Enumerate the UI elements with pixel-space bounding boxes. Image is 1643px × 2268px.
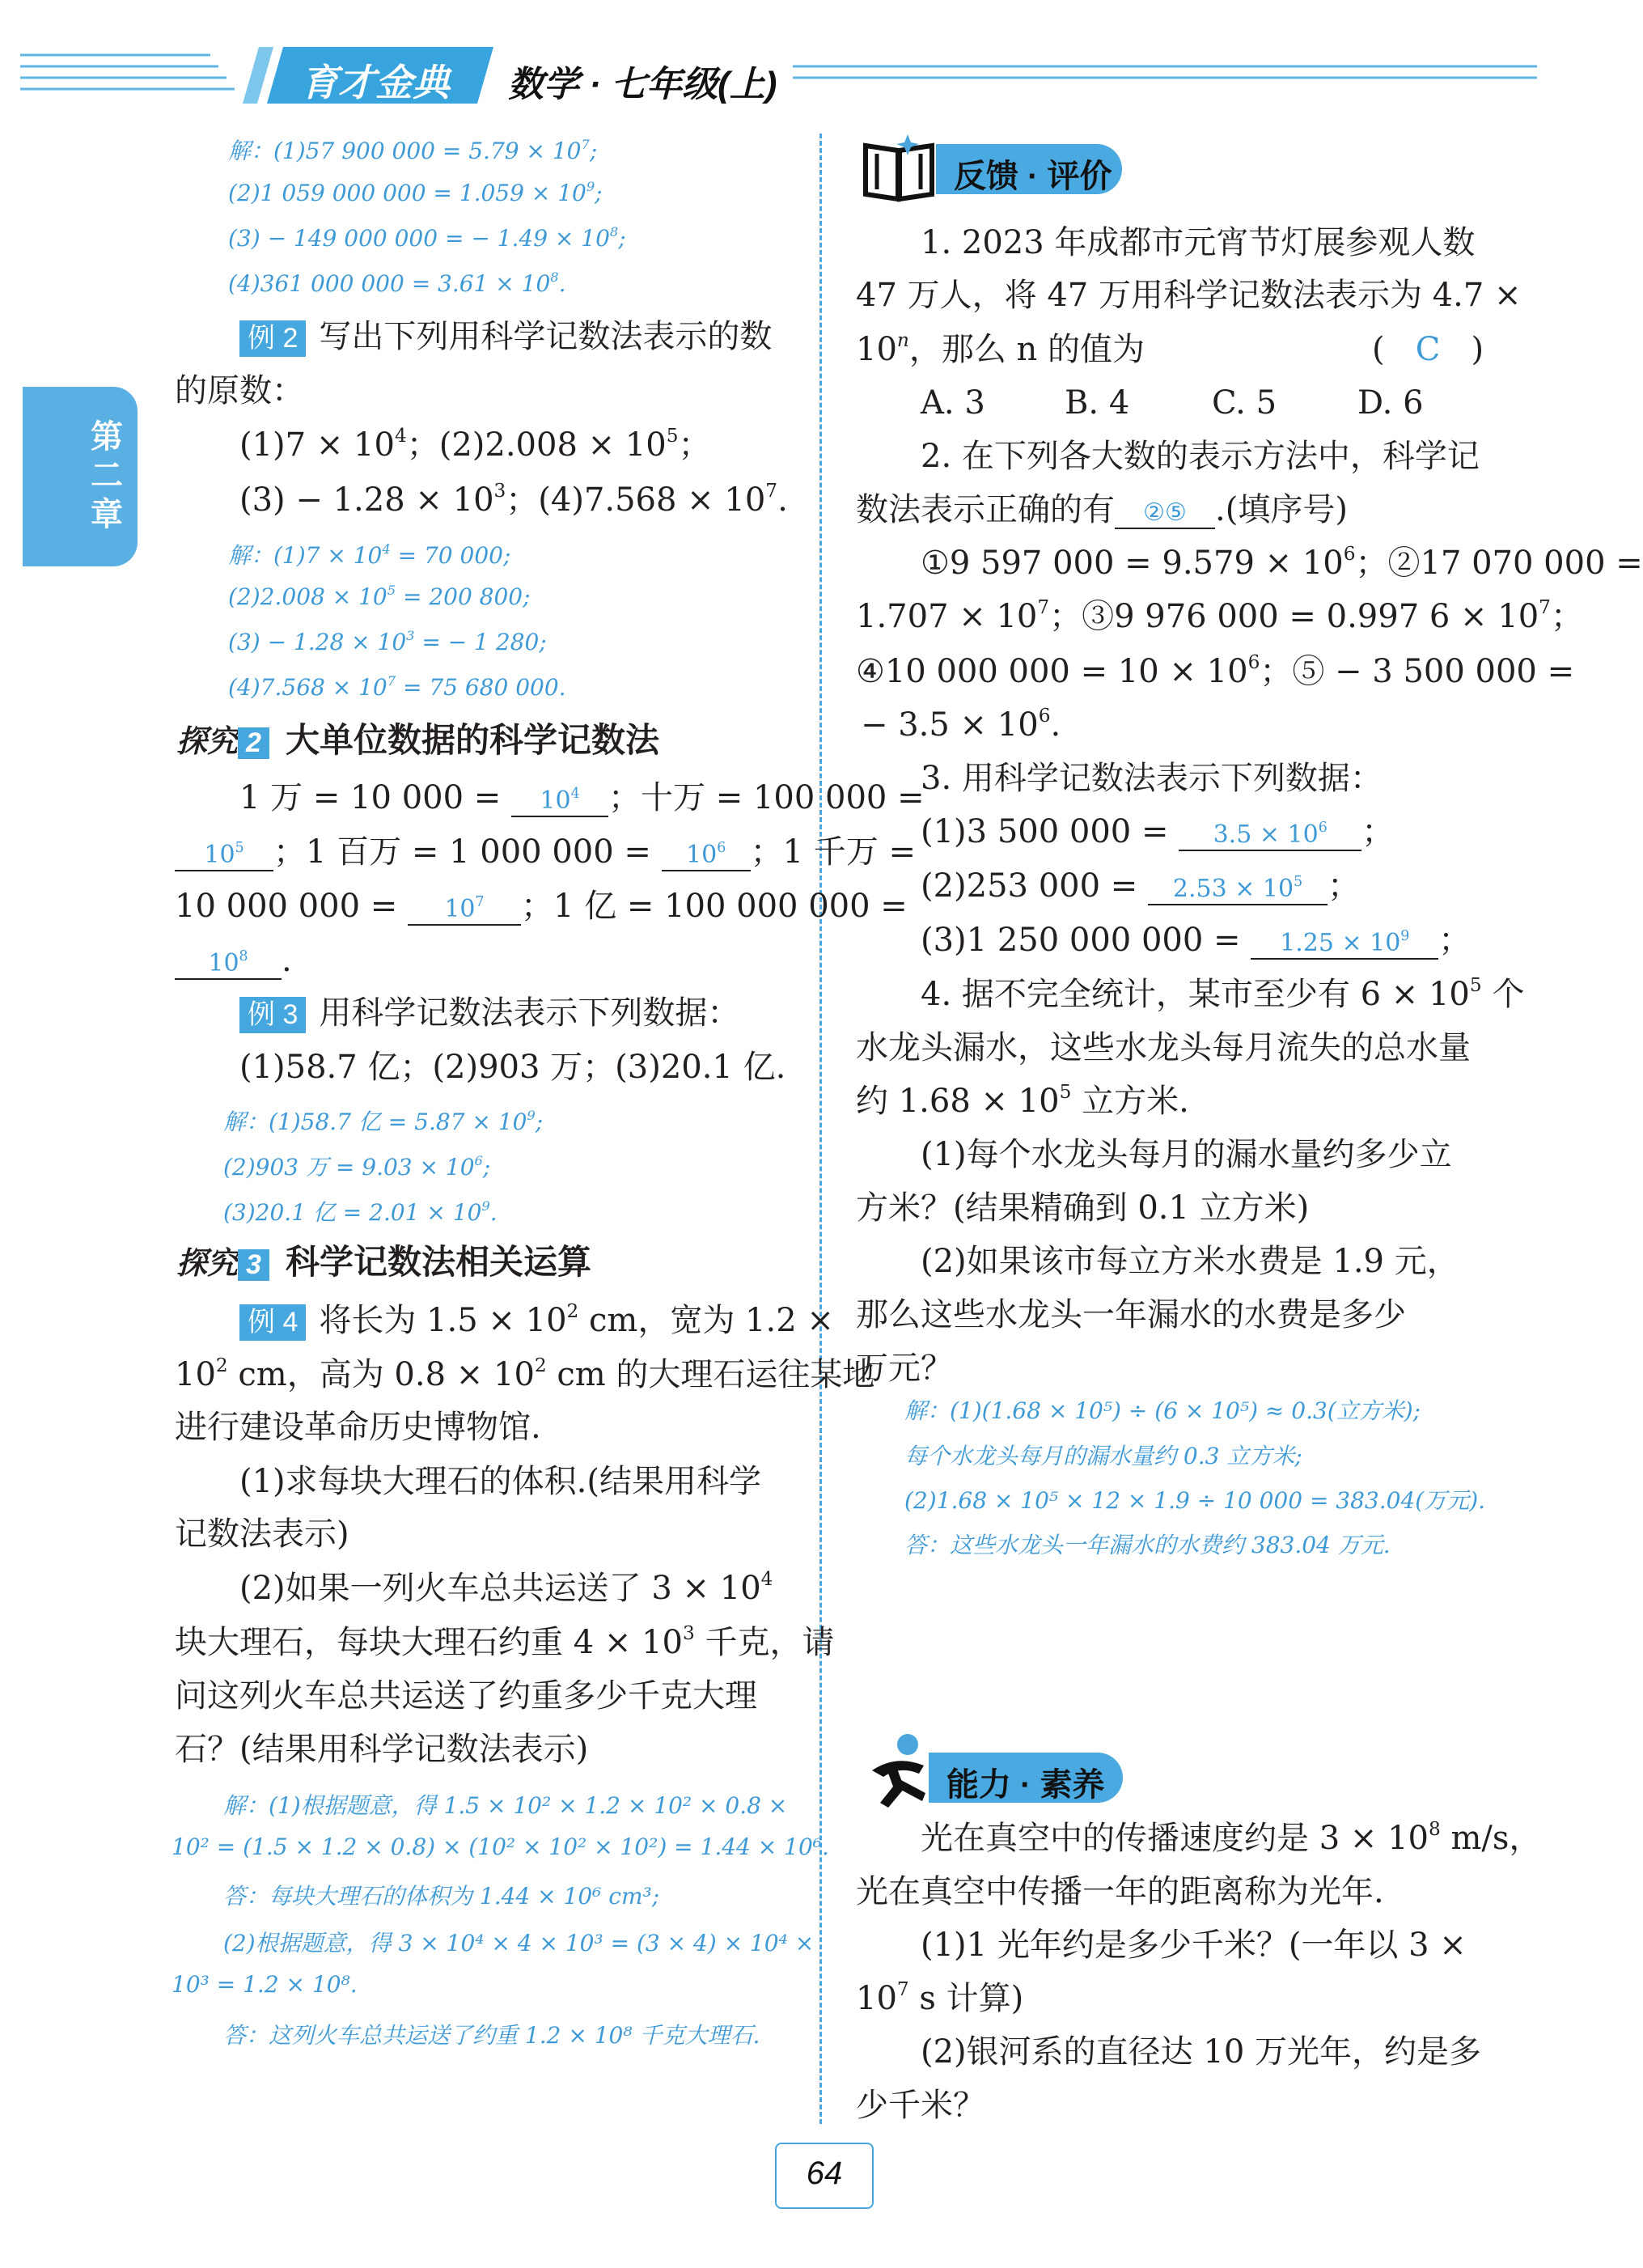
sol1-line-2: (2)1 059 000 $000 = 1.059 \times 10^9$; [228, 178, 603, 206]
q2-line-3: ①9 597 $000 = 9.579 \times 10^6$；②17 070 000 = [921, 542, 1643, 582]
q4-line-3: 约 $1.68 \times 10^5$ 立方米. [856, 1080, 1189, 1120]
q4-line-2: 水龙头漏水，这些水龙头每月流失的总水量 [856, 1029, 1471, 1066]
units-line-3: 10 000 $000 = 10^7$ ；1 亿 = 100 000 000 = [175, 888, 908, 925]
ex3-heading: 例 3 用科学记数法表示下列数据： [239, 994, 739, 1033]
ex2-items-2: $(3) - 1.28 \times 10^3$；$(4)7.568 \times 10^7$. [239, 479, 788, 519]
chapter-tab [23, 387, 138, 566]
q3-item-2: (2)253 $000 = 2.53 \times 10^5$ ； [921, 867, 1361, 905]
sol1-line-1: 解：(1)57 900 $000 = 5.79 \times 10^7$; [228, 136, 598, 164]
units-line-4: $10^8$ . [175, 941, 292, 980]
q2-line-1: 2. 在下列各大数的表示方法中，科学记 [921, 438, 1480, 475]
feedback-title-pill [936, 144, 1122, 194]
sol-q4-line-1: 解：(1)(1.68 × 10⁵) ÷ (6 × 10⁵) ≈ 0.3(立方米); [904, 1397, 1421, 1424]
q1-line-1: 1. 2023 年成都市元宵节灯展参观人数 [921, 224, 1476, 261]
sol1-line-4: (4)361 000 $000 = 3.61 \times 10^8$. [228, 269, 566, 297]
sol4-line-3: 答：每块大理石的体积为 1.44 × 10⁶ cm³; [223, 1883, 660, 1910]
ability-heading [856, 1730, 1147, 1811]
ex4-q1-line-1: (1)求每块大理石的体积.(结果用科学 [239, 1463, 761, 1500]
sol1-line-3: (3) − 149 000 000 = − $1.49 \times 10^8$; [228, 223, 626, 252]
light-q1-line-1: (1)1 光年约是多少千米？(一年以 3 × [921, 1927, 1467, 1964]
q4-sub2-line-2: 那么这些水龙头一年漏水的水费是多少 [856, 1296, 1406, 1333]
column-divider [819, 134, 822, 2124]
explore-3-heading [176, 1236, 591, 1284]
sol4-line-4: (2)根据题意，得 3 × 10⁴ × 4 × 10³ = (3 × 4) × 10⁴ × [223, 1930, 815, 1956]
sol3-line-2: (2)903 万 = $9.03 \times 10^6$; [223, 1152, 491, 1181]
chapter-label: 第二章 [91, 419, 123, 532]
q4-sub1-line-2: 方米？(结果精确到 0.1 立方米) [856, 1189, 1310, 1227]
ex4-q1-line-2: 记数法表示) [175, 1516, 349, 1553]
page-number: 64 [806, 2156, 843, 2191]
sol2-line-1: 解：$(1)7 \times 10^4 = 70$ 000; [228, 541, 511, 569]
q4-sub2-line-1: (2)如果该市每立方米水费是 1.9 元， [921, 1243, 1459, 1280]
feedback-title: 反馈 · 评价 [954, 159, 1112, 194]
q1-option-b: B. 4 [1065, 384, 1130, 422]
q3-item-3: (3)1 250 000 $000 = 1.25 \times 10^9$ ； [921, 922, 1472, 959]
q2-line-5: ④10 000 $000 = 10 \times 10^6$；⑤ − 3 500 000 = [856, 651, 1575, 690]
units-line-1: 1 万 = 10 $000 = 10^4$ ；十万 = 100 000 = [239, 779, 925, 816]
q2-line-6: − $3.5 \times 10^6$. [861, 704, 1061, 744]
ex2-items-1: $(1)7 \times 10^4$；$(2)2.008 \times 10^5$； [239, 424, 711, 464]
ex4-q2-line-4: 石？(结果用科学记数法表示) [175, 1731, 589, 1768]
ex4-q2-line-3: 问这列火车总共运送了约重多少千克大理 [175, 1677, 757, 1715]
ex4-line-1: 例 4 将长为 $1.5 \times 10^2$ cm，宽为 1.2 × [239, 1301, 834, 1341]
header-bar [0, 0, 1555, 113]
sol-q4-line-3: (2)1.68 × 10⁵ × 12 × 1.9 ÷ 10 000 = 383.04(万元). [904, 1487, 1486, 1514]
sol4-line-6: 答：这列火车总共运送了约重 1.2 × 10⁸ 千克大理石. [223, 2022, 760, 2049]
q4-sub2-line-3: 万元？ [856, 1350, 953, 1387]
page-number-box [775, 2143, 874, 2209]
brand-title: 育才金典 [301, 61, 450, 104]
sol-q4-line-4: 答：这些水龙头一年漏水的水费约 383.04 万元. [904, 1532, 1391, 1558]
units-line-2: $10^5$ ；1 百万 = 1 000 $000 = 10^6$ ；1 千万 = [175, 833, 916, 871]
explore-2-label: 探究 [176, 725, 239, 759]
sol2-line-2: $(2)2.008 \times 10^5 = 200$ 800; [228, 582, 531, 610]
ability-title: 能力 · 素养 [946, 1767, 1105, 1803]
sol2-line-3: $(3) - 1.28 \times 10^3$ = − 1 280; [228, 627, 547, 655]
ex4-line-2: $10^2$ cm，高为 $0.8 \times 10^2$ cm 的大理石运往某地 [175, 1354, 875, 1393]
explore-3-label: 探究 [176, 1247, 239, 1281]
sol-q4-line-2: 每个水龙头每月的漏水量约 0.3 立方米; [904, 1443, 1302, 1469]
sol3-line-1: 解：(1)58.7 亿 = $5.87 \times 10^9$; [223, 1107, 544, 1135]
q1-option-d: D. 6 [1357, 384, 1424, 422]
header-lines-icon [0, 0, 1555, 113]
light-line-2: 光在真空中传播一年的距离称为光年. [856, 1873, 1384, 1910]
q2-line-2: 数法表示正确的有 ②⑤ .(填序号) [856, 491, 1348, 528]
q1-line-3: 10$^n$，那么 n 的值为 [856, 329, 1145, 368]
light-q1-line-2: $10^7$ s 计算) [856, 1978, 1024, 2017]
sol4-line-2: 10² = (1.5 × 1.2 × 0.8) × (10² × 10² × 10²) = 1.44 × 10⁶. [171, 1833, 829, 1860]
q4-line-1: 4. 据不完全统计，某市至少有 $6 \times 10^5$ 个 [921, 973, 1525, 1013]
ex2-badge: 例 2 [239, 320, 306, 357]
ability-title-pill [929, 1753, 1123, 1803]
explore-3-number: 3 [238, 1249, 269, 1281]
q1-option-a: A. 3 [921, 384, 985, 422]
q1-line-2: 47 万人，将 47 万用科学记数法表示为 4.7 × [856, 277, 1522, 314]
light-q2-line-2: 少千米？ [856, 2087, 985, 2124]
q3-heading: 3. 用科学记数法表示下列数据： [921, 760, 1383, 797]
q3-item-1: (1)3 500 $000 = 3.5 \times 10^6$ ； [921, 813, 1395, 850]
explore-3-title: 科学记数法相关运算 [285, 1243, 591, 1281]
ex4-badge: 例 4 [239, 1304, 306, 1341]
ex4-q2-line-1: (2)如果一列火车总共运送了 $3 \times 10^4$ [239, 1567, 773, 1607]
ex3-badge: 例 3 [239, 997, 306, 1033]
explore-2-heading [176, 714, 659, 762]
subject-title: 数学 · 七年级(上) [508, 65, 777, 104]
ex2-text-2: 的原数： [175, 372, 304, 409]
ex4-line-3: 进行建设革命历史博物馆. [175, 1409, 541, 1446]
light-q2-line-1: (2)银河系的直径达 10 万光年，约是多 [921, 2033, 1481, 2071]
explore-2-title: 大单位数据的科学记数法 [285, 721, 659, 759]
ex4-q2-line-2: 块大理石，每块大理石约重 $4 \times 10^3$ 千克，请 [175, 1622, 835, 1661]
ex2-heading: 例 2 写出下列用科学记数法表示的数 [239, 317, 772, 357]
light-line-1: 光在真空中的传播速度约是 $3 \times 10^8$ m/s， [921, 1817, 1542, 1857]
feedback-heading [859, 129, 1134, 202]
sol2-line-4: $(4)7.568 \times 10^7 = 75$ 680 000. [228, 672, 566, 701]
q1-option-c: C. 5 [1212, 384, 1277, 422]
q1-answer-bracket: ( C ) [1372, 331, 1484, 368]
sol4-line-1: 解：(1)根据题意，得 1.5 × 10² × 1.2 × 10² × 0.8 × [223, 1792, 788, 1819]
ex3-items: (1)58.7 亿；(2)903 万；(3)20.1 亿. [239, 1049, 786, 1086]
q4-sub1-line-1: (1)每个水龙头每月的漏水量约多少立 [921, 1136, 1452, 1173]
book-icon [859, 129, 940, 202]
sol3-line-3: (3)20.1 亿 = $2.01 \times 10^9$. [223, 1198, 498, 1226]
q2-line-4: $1.707 \times 10^7$；③9 976 000 = 0.997 $6 \times 10^7$； [856, 596, 1583, 635]
explore-2-number: 2 [238, 727, 269, 759]
sol4-line-5: 10³ = 1.2 × 10⁸. [171, 1971, 358, 1998]
